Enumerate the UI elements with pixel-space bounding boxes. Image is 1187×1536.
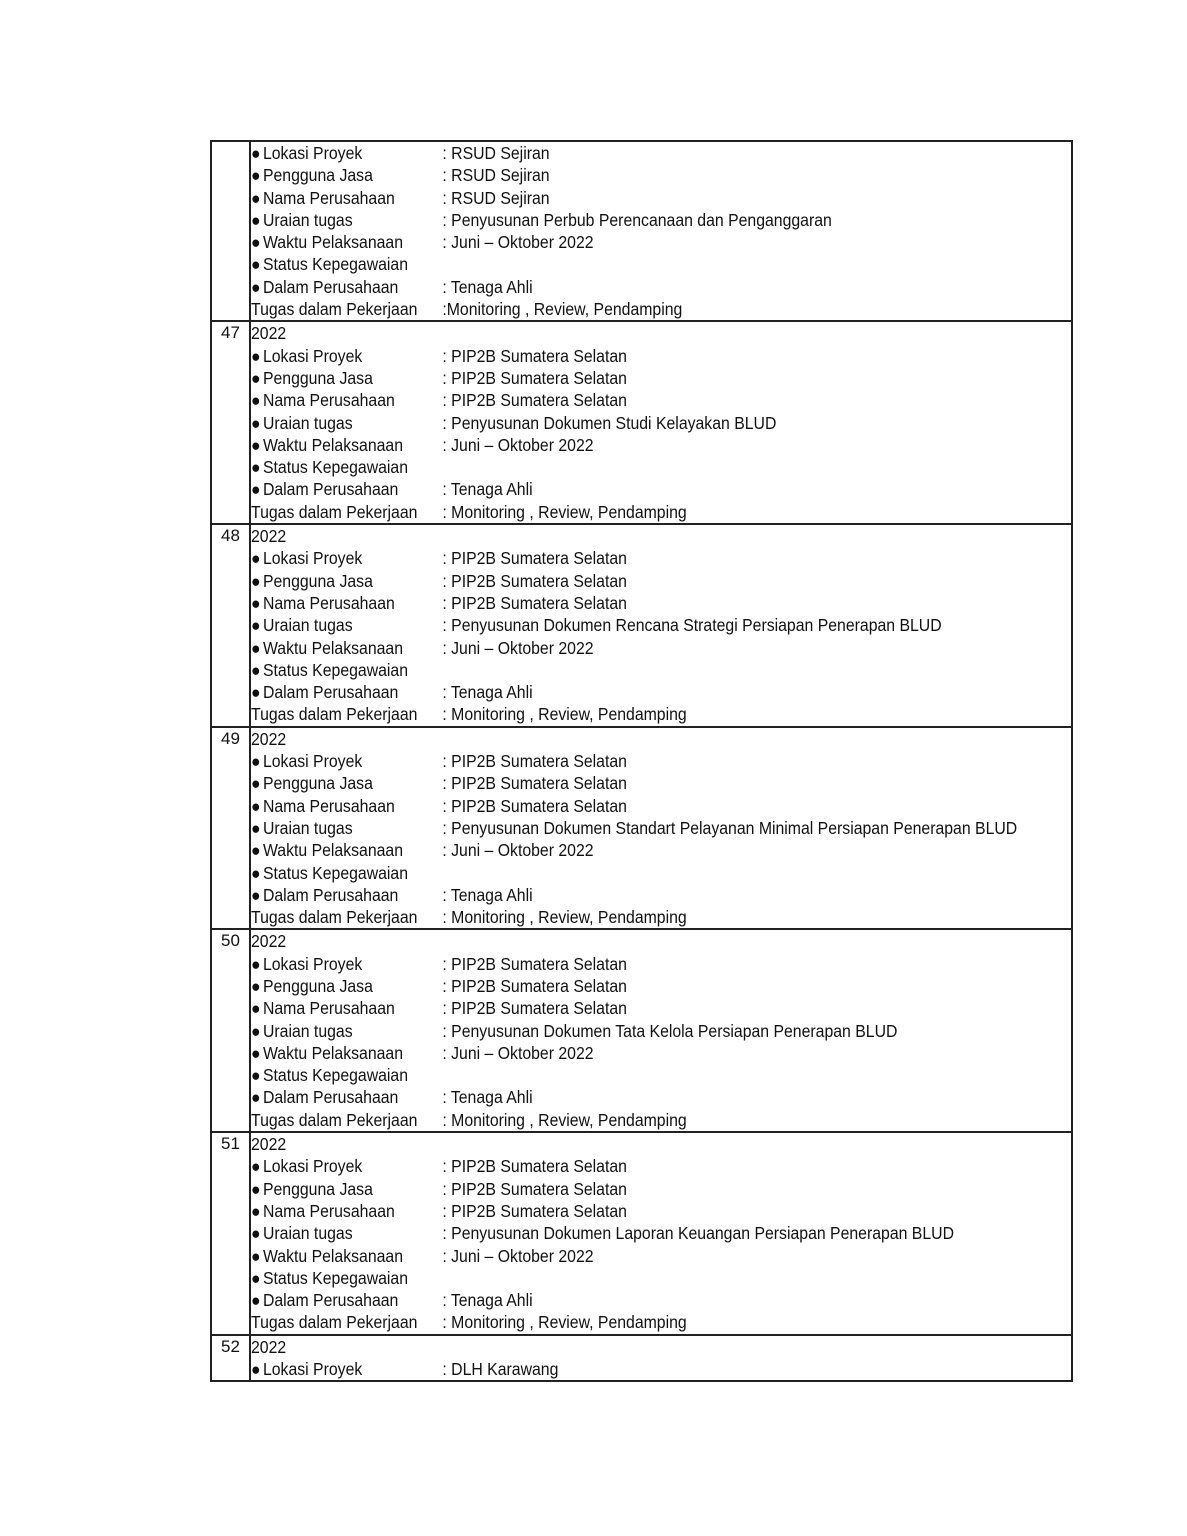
bullet-icon: ● <box>251 1087 261 1108</box>
detail-value: : RSUD Sejiran <box>442 143 550 163</box>
detail-label-cell <box>251 412 442 434</box>
bullet-icon: ● <box>251 479 261 500</box>
detail-value: : PIP2B Sumatera Selatan <box>442 570 627 591</box>
detail-line <box>251 142 1066 164</box>
bullet-icon: ● <box>251 345 261 366</box>
detail-label-cell <box>251 547 442 569</box>
detail-line <box>251 501 1066 523</box>
detail-value: : PIP2B Sumatera Selatan <box>442 1156 627 1177</box>
detail-value: : Juni – Oktober 2022 <box>442 637 594 658</box>
detail-label-cell <box>251 1020 442 1042</box>
detail-label: Pengguna Jasa <box>262 773 373 794</box>
bullet-icon: ● <box>251 276 261 297</box>
detail-label-cell <box>251 637 442 659</box>
detail-label: Pengguna Jasa <box>262 367 373 388</box>
detail-line <box>251 478 1066 500</box>
bullet-icon: ● <box>251 1290 261 1311</box>
detail-line <box>251 997 1066 1019</box>
bullet-icon: ● <box>251 659 261 680</box>
detail-value: : DLH Karawang <box>442 1359 559 1380</box>
row-details <box>250 1335 1072 1382</box>
detail-line <box>251 975 1066 997</box>
project-year: 2022 <box>251 1336 287 1357</box>
detail-value: : Juni – Oktober 2022 <box>442 1245 594 1266</box>
row-details <box>250 1132 1072 1335</box>
detail-value: : Tenaga Ahli <box>442 1290 533 1311</box>
bullet-icon: ● <box>251 232 261 253</box>
detail-label: Nama Perusahaan <box>262 998 395 1019</box>
detail-label-cell <box>251 681 442 703</box>
detail-line <box>251 953 1066 975</box>
experience-row <box>211 524 1072 727</box>
detail-line <box>251 412 1066 434</box>
bullet-icon: ● <box>251 209 261 230</box>
row-details <box>250 929 1072 1132</box>
detail-label: Waktu Pelaksanaan <box>262 232 404 253</box>
detail-label: Waktu Pelaksanaan <box>262 434 404 455</box>
detail-label: Tugas dalam Pekerjaan <box>251 299 418 320</box>
detail-line <box>251 772 1066 794</box>
detail-line <box>251 1178 1066 1200</box>
experience-row <box>211 1132 1072 1335</box>
detail-label-cell <box>251 253 442 275</box>
detail-label-cell <box>251 434 442 456</box>
detail-line <box>251 659 1066 681</box>
detail-value: : Juni – Oktober 2022 <box>442 840 594 861</box>
detail-label-cell <box>251 1222 442 1244</box>
detail-label-cell <box>251 1178 442 1200</box>
bullet-icon: ● <box>251 1156 261 1177</box>
detail-label-cell <box>251 839 442 861</box>
detail-value: : Monitoring , Review, Pendamping <box>442 704 687 725</box>
detail-label: Nama Perusahaan <box>262 187 395 208</box>
bullet-icon: ● <box>251 412 261 433</box>
detail-label-cell <box>251 1311 442 1333</box>
detail-line <box>251 209 1066 231</box>
detail-value: : PIP2B Sumatera Selatan <box>442 390 627 411</box>
detail-label-cell <box>251 164 442 186</box>
detail-label-cell <box>251 456 442 478</box>
detail-line <box>251 1200 1066 1222</box>
detail-label: Lokasi Proyek <box>262 548 363 569</box>
detail-line <box>251 614 1066 636</box>
bullet-icon: ● <box>251 682 261 703</box>
row-number: 49 <box>211 727 250 930</box>
detail-line <box>251 906 1066 928</box>
detail-value: : Tenaga Ahli <box>442 479 533 500</box>
bullet-icon: ● <box>251 1267 261 1288</box>
detail-line <box>251 298 1066 320</box>
detail-value: : RSUD Sejiran <box>442 187 550 208</box>
bullet-icon: ● <box>251 751 261 772</box>
project-year: 2022 <box>251 728 287 749</box>
detail-line <box>251 276 1066 298</box>
detail-value: : Penyusunan Dokumen Rencana Strategi Persiapan Penerapan BLUD <box>442 615 942 636</box>
detail-label-cell <box>251 975 442 997</box>
detail-value: : Tenaga Ahli <box>442 276 533 297</box>
detail-value: : Juni – Oktober 2022 <box>442 232 594 253</box>
detail-label: Lokasi Proyek <box>262 345 363 366</box>
detail-line <box>251 1042 1066 1064</box>
detail-label: Dalam Perusahaan <box>262 479 399 500</box>
detail-label-cell <box>251 772 442 794</box>
detail-line <box>251 1267 1066 1289</box>
detail-line <box>251 345 1066 367</box>
detail-value: : Monitoring , Review, Pendamping <box>442 907 687 928</box>
detail-value <box>442 253 1065 275</box>
bullet-icon: ● <box>251 143 261 163</box>
detail-label-cell <box>251 750 442 772</box>
detail-label: Tugas dalam Pekerjaan <box>251 704 418 725</box>
detail-label-cell <box>251 501 442 523</box>
detail-label-cell <box>251 862 442 884</box>
detail-value: : PIP2B Sumatera Selatan <box>442 953 627 974</box>
detail-value: : PIP2B Sumatera Selatan <box>442 773 627 794</box>
detail-line <box>251 1155 1066 1177</box>
detail-value: : PIP2B Sumatera Selatan <box>442 1200 627 1221</box>
row-number: 51 <box>211 1132 250 1335</box>
detail-label-cell <box>251 659 442 681</box>
detail-label: Tugas dalam Pekerjaan <box>251 1109 418 1130</box>
detail-value <box>442 1064 1065 1086</box>
detail-label: Waktu Pelaksanaan <box>262 1245 404 1266</box>
bullet-icon: ● <box>251 165 261 186</box>
detail-value: : Penyusunan Dokumen Studi Kelayakan BLUD <box>442 412 777 433</box>
detail-line <box>251 456 1066 478</box>
detail-label-cell <box>251 570 442 592</box>
detail-label: Dalam Perusahaan <box>262 1290 399 1311</box>
detail-line <box>251 253 1066 275</box>
experience-row <box>211 727 1072 930</box>
detail-label: Tugas dalam Pekerjaan <box>251 501 418 522</box>
detail-line <box>251 1109 1066 1131</box>
detail-line <box>251 681 1066 703</box>
detail-label-cell <box>251 1267 442 1289</box>
experience-row <box>211 929 1072 1132</box>
detail-label-cell <box>251 906 442 928</box>
detail-label-cell <box>251 817 442 839</box>
detail-line <box>251 817 1066 839</box>
detail-label-cell <box>251 1064 442 1086</box>
detail-label: Tugas dalam Pekerjaan <box>251 1312 418 1333</box>
detail-line <box>251 1358 1066 1380</box>
detail-value: : Monitoring , Review, Pendamping <box>442 501 687 522</box>
detail-line <box>251 1086 1066 1108</box>
detail-label: Dalam Perusahaan <box>262 682 399 703</box>
bullet-icon: ● <box>251 840 261 861</box>
detail-value: : PIP2B Sumatera Selatan <box>442 548 627 569</box>
detail-label-cell <box>251 367 442 389</box>
detail-label: Uraian tugas <box>262 817 353 838</box>
detail-label: Status Kepegawaian <box>262 457 409 478</box>
bullet-icon: ● <box>251 862 261 883</box>
row-details <box>250 727 1072 930</box>
detail-value: : PIP2B Sumatera Selatan <box>442 592 627 613</box>
detail-label-cell <box>251 1042 442 1064</box>
bullet-icon: ● <box>251 434 261 455</box>
detail-label-cell <box>251 953 442 975</box>
detail-line <box>251 884 1066 906</box>
detail-line <box>251 187 1066 209</box>
detail-value: : Penyusunan Perbub Perencanaan dan Penganggaran <box>442 209 832 230</box>
detail-value: : Monitoring , Review, Pendamping <box>442 1109 687 1130</box>
detail-label: Status Kepegawaian <box>262 862 409 883</box>
bullet-icon: ● <box>251 637 261 658</box>
project-year: 2022 <box>251 931 287 952</box>
bullet-icon: ● <box>251 615 261 636</box>
bullet-icon: ● <box>251 998 261 1019</box>
detail-line <box>251 750 1066 772</box>
detail-label-cell <box>251 389 442 411</box>
detail-line <box>251 1064 1066 1086</box>
detail-label: Uraian tugas <box>262 615 353 636</box>
detail-value: : Tenaga Ahli <box>442 884 533 905</box>
detail-value: : RSUD Sejiran <box>442 165 550 186</box>
detail-value: :Monitoring , Review, Pendamping <box>442 299 683 320</box>
detail-line <box>251 434 1066 456</box>
detail-label-cell <box>251 142 442 164</box>
detail-label-cell <box>251 1109 442 1131</box>
detail-label: Nama Perusahaan <box>262 1200 395 1221</box>
detail-value: : Penyusunan Dokumen Laporan Keuangan Persiapan Penerapan BLUD <box>442 1223 954 1244</box>
project-year: 2022 <box>251 323 287 344</box>
detail-label: Uraian tugas <box>262 1223 353 1244</box>
detail-label-cell <box>251 1200 442 1222</box>
bullet-icon: ● <box>251 390 261 411</box>
detail-value <box>442 659 1065 681</box>
detail-label-cell <box>251 209 442 231</box>
detail-line <box>251 1020 1066 1042</box>
bullet-icon: ● <box>251 817 261 838</box>
detail-label: Uraian tugas <box>262 209 353 230</box>
bullet-icon: ● <box>251 187 261 208</box>
detail-label-cell <box>251 1155 442 1177</box>
detail-label: Pengguna Jasa <box>262 1178 373 1199</box>
detail-label: Nama Perusahaan <box>262 592 395 613</box>
detail-value: : Tenaga Ahli <box>442 682 533 703</box>
detail-line <box>251 367 1066 389</box>
detail-label: Uraian tugas <box>262 1020 353 1041</box>
detail-value: : PIP2B Sumatera Selatan <box>442 751 627 772</box>
detail-label: Status Kepegawaian <box>262 1267 409 1288</box>
row-number: 48 <box>211 524 250 727</box>
detail-line <box>251 637 1066 659</box>
detail-label-cell <box>251 795 442 817</box>
detail-line <box>251 795 1066 817</box>
detail-line <box>251 703 1066 725</box>
detail-label: Status Kepegawaian <box>262 254 409 275</box>
detail-label: Lokasi Proyek <box>262 751 363 772</box>
detail-value: : PIP2B Sumatera Selatan <box>442 795 627 816</box>
detail-value <box>442 862 1065 884</box>
detail-label: Lokasi Proyek <box>262 1359 363 1380</box>
detail-label-cell <box>251 884 442 906</box>
bullet-icon: ● <box>251 953 261 974</box>
detail-label: Pengguna Jasa <box>262 975 373 996</box>
experience-row <box>211 1335 1072 1382</box>
bullet-icon: ● <box>251 1200 261 1221</box>
detail-label: Dalam Perusahaan <box>262 884 399 905</box>
detail-line <box>251 839 1066 861</box>
detail-value: : Penyusunan Dokumen Tata Kelola Persiapan Penerapan BLUD <box>442 1020 898 1041</box>
detail-line <box>251 570 1066 592</box>
row-number: 47 <box>211 321 250 524</box>
detail-label-cell <box>251 703 442 725</box>
row-number <box>211 141 250 321</box>
detail-line <box>251 164 1066 186</box>
detail-label-cell <box>251 298 442 320</box>
detail-label: Dalam Perusahaan <box>262 276 399 297</box>
bullet-icon: ● <box>251 367 261 388</box>
detail-label: Dalam Perusahaan <box>262 1087 399 1108</box>
detail-label-cell <box>251 592 442 614</box>
detail-label-cell <box>251 187 442 209</box>
bullet-icon: ● <box>251 1223 261 1244</box>
detail-line <box>251 1311 1066 1333</box>
detail-label-cell <box>251 1245 442 1267</box>
row-details <box>250 141 1072 321</box>
bullet-icon: ● <box>251 548 261 569</box>
detail-value: : Juni – Oktober 2022 <box>442 434 594 455</box>
row-details <box>250 524 1072 727</box>
project-year: 2022 <box>251 1134 287 1155</box>
detail-line <box>251 231 1066 253</box>
experience-row <box>211 141 1072 321</box>
row-number: 50 <box>211 929 250 1132</box>
bullet-icon: ● <box>251 884 261 905</box>
bullet-icon: ● <box>251 1359 261 1380</box>
bullet-icon: ● <box>251 457 261 478</box>
detail-line <box>251 592 1066 614</box>
detail-value: : Monitoring , Review, Pendamping <box>442 1312 687 1333</box>
detail-label: Waktu Pelaksanaan <box>262 637 404 658</box>
bullet-icon: ● <box>251 1178 261 1199</box>
bullet-icon: ● <box>251 1020 261 1041</box>
bullet-icon: ● <box>251 795 261 816</box>
detail-label-cell <box>251 478 442 500</box>
detail-label: Pengguna Jasa <box>262 570 373 591</box>
experience-row <box>211 321 1072 524</box>
detail-label: Status Kepegawaian <box>262 1065 409 1086</box>
detail-value <box>442 456 1065 478</box>
experience-table <box>210 140 1073 1382</box>
bullet-icon: ● <box>251 1245 261 1266</box>
detail-label: Tugas dalam Pekerjaan <box>251 907 418 928</box>
detail-value: : Juni – Oktober 2022 <box>442 1042 594 1063</box>
row-details <box>250 321 1072 524</box>
detail-value: : Tenaga Ahli <box>442 1087 533 1108</box>
detail-label: Lokasi Proyek <box>262 953 363 974</box>
bullet-icon: ● <box>251 254 261 275</box>
detail-line <box>251 1222 1066 1244</box>
detail-label: Nama Perusahaan <box>262 795 395 816</box>
bullet-icon: ● <box>251 592 261 613</box>
detail-label: Lokasi Proyek <box>262 1156 363 1177</box>
bullet-icon: ● <box>251 773 261 794</box>
detail-label-cell <box>251 276 442 298</box>
detail-label: Waktu Pelaksanaan <box>262 840 404 861</box>
detail-value: : Penyusunan Dokumen Standart Pelayanan Minimal Persiapan Penerapan BLUD <box>442 817 1018 838</box>
bullet-icon: ● <box>251 1065 261 1086</box>
detail-value: : PIP2B Sumatera Selatan <box>442 998 627 1019</box>
detail-label: Nama Perusahaan <box>262 390 395 411</box>
detail-label: Waktu Pelaksanaan <box>262 1042 404 1063</box>
detail-line <box>251 1289 1066 1311</box>
detail-label-cell <box>251 1086 442 1108</box>
detail-line <box>251 389 1066 411</box>
detail-line <box>251 547 1066 569</box>
experience-table-body <box>211 141 1072 1381</box>
detail-label: Status Kepegawaian <box>262 659 409 680</box>
detail-label: Pengguna Jasa <box>262 165 373 186</box>
row-number: 52 <box>211 1335 250 1382</box>
detail-label-cell <box>251 997 442 1019</box>
detail-label: Lokasi Proyek <box>262 143 363 163</box>
bullet-icon: ● <box>251 570 261 591</box>
detail-label-cell <box>251 1358 442 1380</box>
detail-value <box>442 1267 1065 1289</box>
bullet-icon: ● <box>251 975 261 996</box>
detail-line <box>251 862 1066 884</box>
detail-value: : PIP2B Sumatera Selatan <box>442 1178 627 1199</box>
detail-label-cell <box>251 614 442 636</box>
detail-value: : PIP2B Sumatera Selatan <box>442 975 627 996</box>
detail-label: Uraian tugas <box>262 412 353 433</box>
project-year: 2022 <box>251 526 287 547</box>
detail-value: : PIP2B Sumatera Selatan <box>442 345 627 366</box>
detail-label-cell <box>251 231 442 253</box>
detail-label-cell <box>251 345 442 367</box>
detail-value: : PIP2B Sumatera Selatan <box>442 367 627 388</box>
detail-line <box>251 1245 1066 1267</box>
detail-label-cell <box>251 1289 442 1311</box>
bullet-icon: ● <box>251 1042 261 1063</box>
